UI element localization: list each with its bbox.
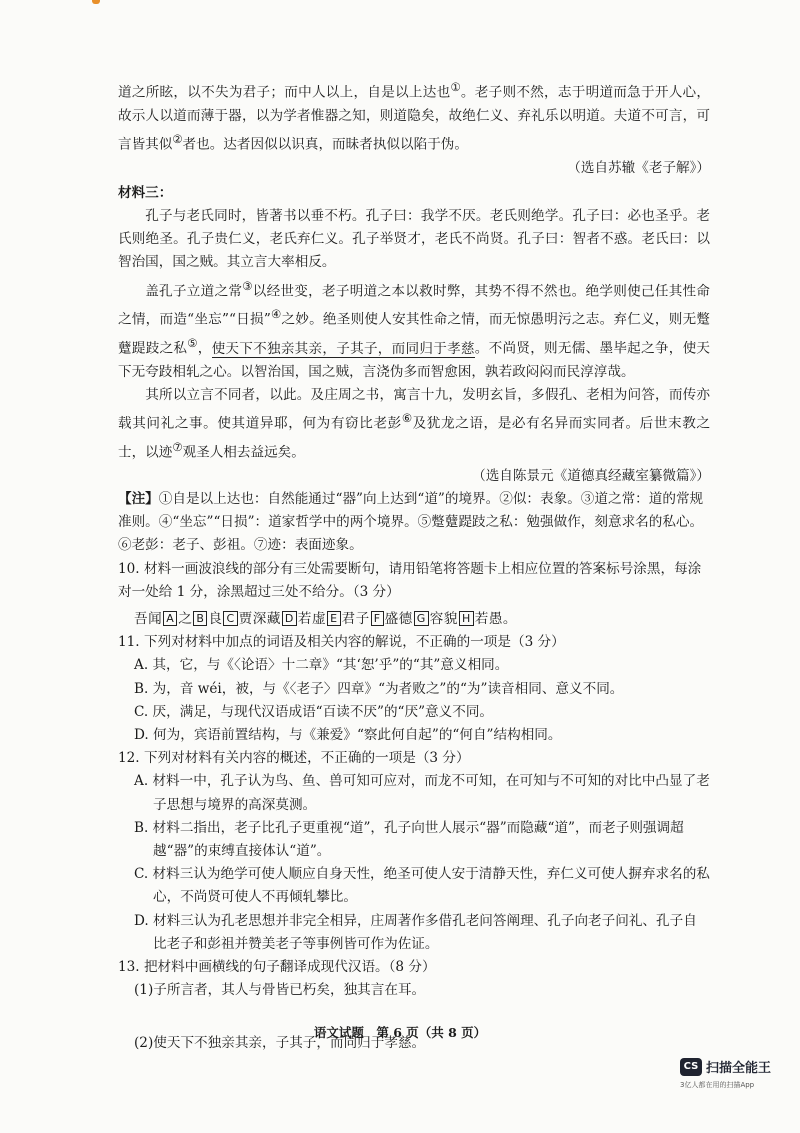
underlined-sentence: 使天下不独亲其亲，子其子，而同归于孝慈 (211, 340, 475, 357)
question-11-option-b[interactable]: B. 为，音 wéi，被，与《〈老子〉四章》“为者败之”的“为”读音相同、意义不同。 (134, 680, 624, 697)
question-13-sentence-1: (1)子所言者，其人与骨皆已朽矣，独其言在耳。 (134, 982, 426, 999)
material3-paragraph-2: 盖孔子立道之常③以经世变，老子明道之本以救时弊，其势不得不然也。绝学则使己任其性命之情，而造“坐忘”“日损”④之妙。绝圣则使人安其性命之情，而无惊愚明污之志。弃仁义，则无蹩躠踶跂之私⑤，使天下不独亲其亲，子其子，而同归于孝慈。不尚贤，则无儒、墨毕起之争，使天下无夸跂相轧之心。以智治国，国之贼，言浇伪多而智愈困，孰若政闷闷而民淳淳哉。 (118, 278, 711, 380)
break-option-b[interactable]: B (193, 611, 207, 626)
scanner-badge-title: 扫描全能王 (706, 1061, 772, 1076)
break-option-d[interactable]: D (282, 611, 297, 626)
question-12-option-a[interactable]: A. 材料一中，孔子认为鸟、鱼、兽可知可应对，而龙不可知，在可知与不可知的对比中凸显了老子思想与境界的高深莫测。 (134, 773, 710, 813)
question-12-option-b[interactable]: B. 材料二指出，老子比孔子更重视“道”，孔子向世人展示“器”而隐藏“道”，而老子则强调超越“器”的束缚直接体认“道”。 (134, 819, 684, 860)
page-content (118, 76, 710, 1056)
material3-source: （选自陈景元《道德真经藏室纂微篇》） (472, 467, 710, 484)
break-option-f[interactable]: F (371, 611, 384, 626)
question-12-option-d[interactable]: D. 材料三认为孔老思想并非完全相异，庄周著作多借孔老问答阐理、孔子向老子问礼、孔子自比老子和彭祖并赞美老子等事例皆可作为佐证。 (134, 912, 697, 952)
question-11-option-a[interactable]: A. 其，它，与《〈论语〉十二章》“其‘恕’乎”的“其”意义相同。 (134, 657, 509, 674)
camscanner-logo-icon: CS (680, 1058, 702, 1076)
break-option-a[interactable]: A (163, 611, 177, 626)
question-12-stem: 12. 下列对材料有关内容的概述，不正确的一项是（3 分） (118, 750, 470, 767)
notes: 【注】①自是以上达也：自然能通过“器”向上达到“道”的境界。②似：表象。③道之常：道的常规准则。④“坐忘”“日损”：道家哲学中的两个境界。⑤蹩躠踶跂之私：勉强做作，刻意求名的私心。⑥老彭：老子、彭祖。⑦迹：表面迹象。 (118, 490, 704, 554)
material2-tail: 道之所眩，以不失为君子；而中人以上，自是以上达也①。老子则不然，志于明道而急于开人心，故示人以道而薄于器，以为学者惟器之知，则道隐矣，故绝仁义、弃礼乐以明道。夫道不可言，可言皆其似②者也。达者因似以识真，而昧者执似以陷于伪。 (118, 80, 711, 153)
material3-paragraph-1: 孔子与老氏同时，皆著书以垂不朽。孔子曰：我学不厌。老氏则绝学。孔子曰：必也圣乎。老氏则绝圣。孔子贵仁义，老氏弃仁义。孔子举贤才，老氏不尚贤。孔子曰：智者不惑。老氏曰：以智治国，国之贼。其立言大率相反。 (118, 208, 710, 271)
break-option-e[interactable]: E (327, 611, 340, 626)
question-13-stem: 13. 把材料中画横线的句子翻译成现代汉语。（8 分） (118, 959, 436, 976)
scanner-badge (680, 1056, 792, 1096)
question-13-sentence-2: (2)使天下不独亲其亲，子其子，而同归于孝慈。 (134, 1035, 426, 1052)
question-10-stem: 10. 材料一画波浪线的部分有三处需要断句，请用铅笔将答题卡上相应位置的答案标号涂黑，每涂对一处给 1 分，涂黑超过三处不给分。（3 分） (118, 560, 702, 600)
question-11-option-d[interactable]: D. 何为，宾语前置结构，与《兼爱》“察此何自起”的“何自”结构相同。 (134, 727, 562, 743)
question-12-option-c[interactable]: C. 材料三认为绝学可使人顺应自身天性，绝圣可使人安于清静天性，弃仁义可使人摒弃求名的私心，不尚贤可使人不再倾轧攀比。 (134, 866, 710, 906)
question-11-option-c[interactable]: C. 厌，满足，与现代汉语成语“百读不厌”的“厌”意义不同。 (134, 703, 494, 720)
break-option-c[interactable]: C (223, 611, 237, 626)
question-11-stem: 11. 下列对材料中加点的词语及相关内容的解说，不正确的一项是（3 分） (118, 634, 565, 651)
corner-mark (92, 0, 100, 4)
break-option-h[interactable]: H (459, 611, 474, 626)
material2-source: （选自苏辙《老子解》） (567, 159, 710, 176)
material3-heading: 材料三： (118, 184, 173, 201)
page-footer: 语文试题 第 6 页（共 8 页） (313, 1025, 487, 1040)
break-option-g[interactable]: G (414, 611, 429, 626)
question-10-sentence: 吾闻 A 之 B 良 C 贾深藏 D 若虚 E 君子 F 盛德 G 容貌 H 若愚。 (134, 610, 518, 627)
material3-paragraph-3: 其所以立言不同者，以此。及庄周之书，寓言十九，发明玄旨，多假孔、老相为问答，而传亦载其问礼之事。使其道异耶，何为有窃比老彭⑥及犹龙之语，是必有名异而实同者。后世末教之士，以迹⑦观圣人相去益远矣。 (118, 387, 711, 461)
scanner-badge-tagline: 3亿人都在用的扫描App (680, 1081, 755, 1089)
